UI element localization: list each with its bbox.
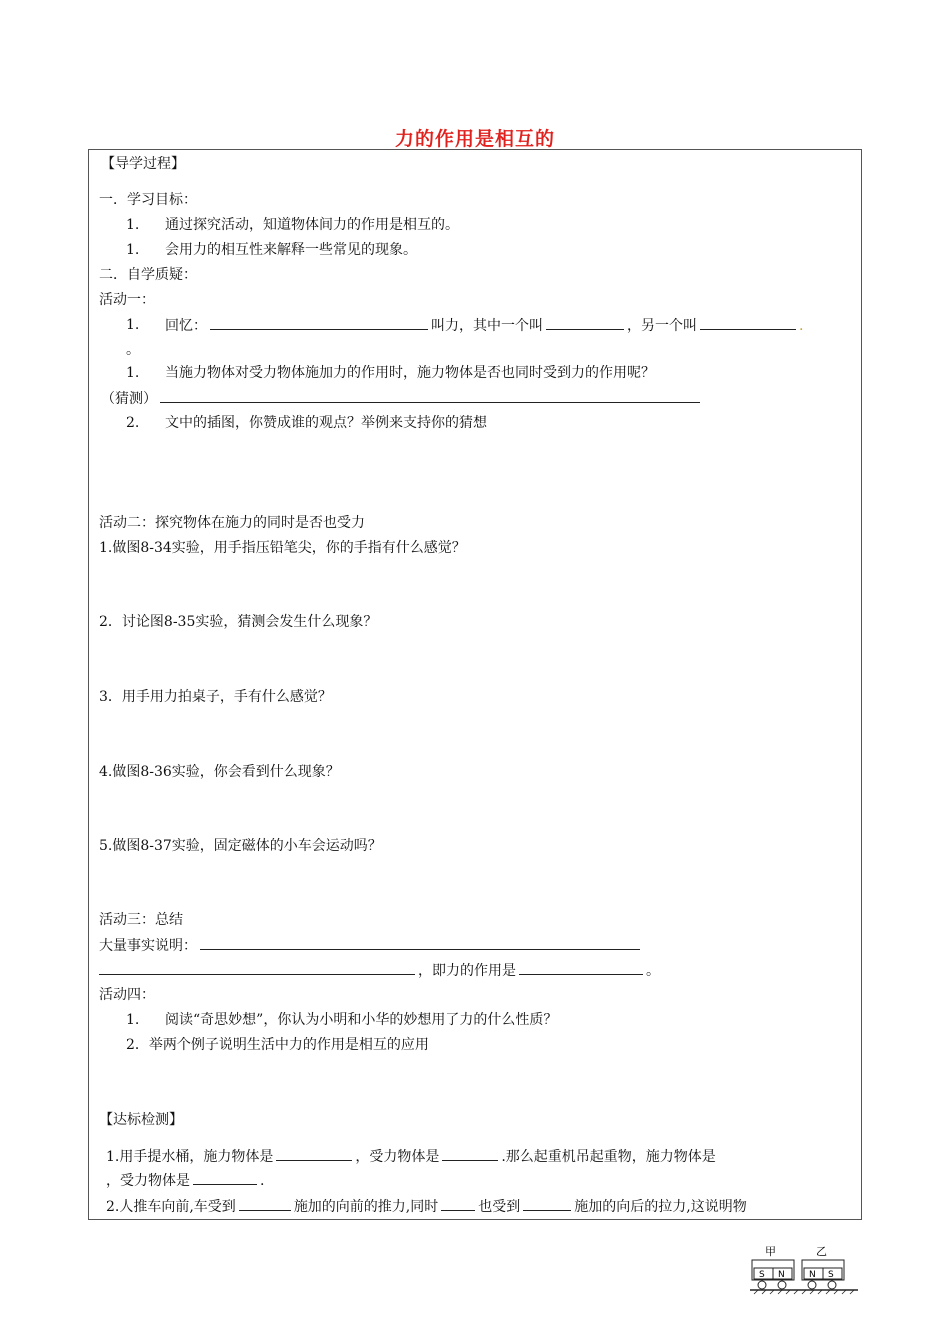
activity2-q5: 5.做图8-37实验，固定磁体的小车会运动吗？: [99, 838, 382, 854]
q-illustration-num: 2.: [126, 415, 140, 431]
test-q1-part-a: 1.用手提水桶，施力物体是: [106, 1149, 274, 1165]
test-q1-blank-1[interactable]: [276, 1146, 352, 1161]
activity2-q4: 4.做图8-36实验，你会看到什么现象？: [99, 764, 340, 780]
summary-mid: ，即力的作用是: [418, 963, 516, 979]
section2-heading: 二．自学质疑：: [99, 267, 197, 283]
test-q2-line: [106, 1196, 747, 1217]
test-q1-line1: [106, 1146, 716, 1167]
recall-end: 。: [126, 342, 140, 358]
activity2-q2: 2．讨论图8-35实验，猜测会发生什么现象？: [99, 614, 378, 630]
summary-line-2: [99, 960, 660, 981]
test-q1-blank-3[interactable]: [193, 1170, 257, 1185]
test-q2-part-c: 也受到: [478, 1199, 521, 1215]
magnet-carts-svg: [750, 1244, 860, 1304]
activity4-q1-text: 阅读“奇思妙想”，你认为小明和小华的妙想用了力的什么性质？: [165, 1012, 558, 1028]
pole-right-1: N: [809, 1270, 816, 1280]
activity2-q3: 3．用手用力拍桌子，手有什么感觉？: [99, 689, 332, 705]
test-q1-part-b: ，受力物体是: [355, 1149, 440, 1165]
content-frame: [88, 149, 862, 1220]
recall-prefix: 回忆：: [165, 318, 207, 334]
guess-line: [101, 388, 703, 409]
test-q2-blank-3[interactable]: [523, 1196, 571, 1211]
test-q2-part-a: 2.人推车向前,车受到: [106, 1199, 236, 1215]
recall-dot: .: [799, 318, 804, 334]
test-q1-part-e: .: [260, 1173, 265, 1189]
test-q2-blank-2[interactable]: [441, 1196, 475, 1211]
wheel-left-1: [758, 1281, 766, 1289]
summary-blank-2[interactable]: [99, 960, 415, 975]
test-q1-part-c: .那么起重机吊起重物，施力物体是: [501, 1149, 716, 1165]
wheel-right-2: [828, 1281, 836, 1289]
section1-heading: 一．学习目标：: [99, 192, 197, 208]
test-q2-blank-1[interactable]: [239, 1196, 291, 1211]
page-title: 力的作用是相互的: [394, 128, 555, 150]
objective-1-text: 通过探究活动，知道物体间力的作用是相互的。: [165, 217, 459, 233]
summary-blank-1[interactable]: [200, 935, 640, 950]
pole-right-2: S: [828, 1270, 834, 1280]
pole-left-1: S: [759, 1270, 765, 1280]
guess-label: （猜测）: [101, 391, 157, 407]
test-q2-part-b: 施加的向前的推力,同时: [293, 1199, 439, 1215]
objective-1-num: 1.: [126, 217, 140, 233]
activity4-q1-num: 1.: [126, 1012, 140, 1028]
recall-line: [165, 315, 803, 336]
q-illustration-text: 文中的插图，你赞成谁的观点？举例来支持你的猜想: [165, 415, 487, 431]
activity3-label: 活动三：总结: [99, 912, 183, 928]
recall-blank-1[interactable]: [210, 315, 428, 330]
pole-left-2: N: [778, 1270, 785, 1280]
recall-blank-3[interactable]: [700, 315, 796, 330]
test-q2-part-d: 施加的向后的拉力,这说明物: [574, 1199, 747, 1215]
test-header: 【达标检测】: [99, 1112, 183, 1128]
recall-num: 1.: [126, 317, 140, 333]
recall-mid2: ，另一个叫: [627, 318, 697, 334]
recall-blank-2[interactable]: [546, 315, 624, 330]
summary-prefix: 大量事实说明：: [99, 938, 197, 954]
wheel-right-1: [808, 1281, 816, 1289]
summary-blank-3[interactable]: [519, 960, 643, 975]
objective-2-text: 会用力的相互性来解释一些常见的现象。: [165, 242, 417, 258]
activity4-label: 活动四：: [99, 987, 155, 1003]
activity4-q2: 2．举两个例子说明生活中力的作用是相互的应用: [126, 1037, 429, 1053]
test-q1-blank-2[interactable]: [442, 1146, 498, 1161]
q-force-num: 1.: [126, 365, 140, 381]
activity2-q1: 1.做图8-34实验，用手指压铅笔尖，你的手指有什么感觉？: [99, 540, 466, 556]
cart-right-label: 乙: [816, 1245, 827, 1258]
guide-header: 【导学过程】: [101, 156, 185, 172]
wheel-left-2: [778, 1281, 786, 1289]
recall-mid1: 叫力，其中一个叫: [431, 318, 543, 334]
summary-line-1: [99, 935, 643, 956]
test-q1-line2: [106, 1170, 264, 1191]
q-force-text: 当施力物体对受力物体施加力的作用时，施力物体是否也同时受到力的作用呢？: [165, 365, 655, 381]
activity2-label: 活动二：探究物体在施力的同时是否也受力: [99, 515, 365, 531]
test-q1-part-d: ，受力物体是: [106, 1173, 190, 1189]
activity1-label: 活动一：: [99, 292, 155, 308]
objective-2-num: 1.: [126, 242, 140, 258]
summary-end: 。: [646, 963, 660, 979]
magnet-carts-figure: [750, 1244, 860, 1304]
guess-blank[interactable]: [160, 388, 700, 403]
cart-left-label: 甲: [765, 1245, 776, 1258]
